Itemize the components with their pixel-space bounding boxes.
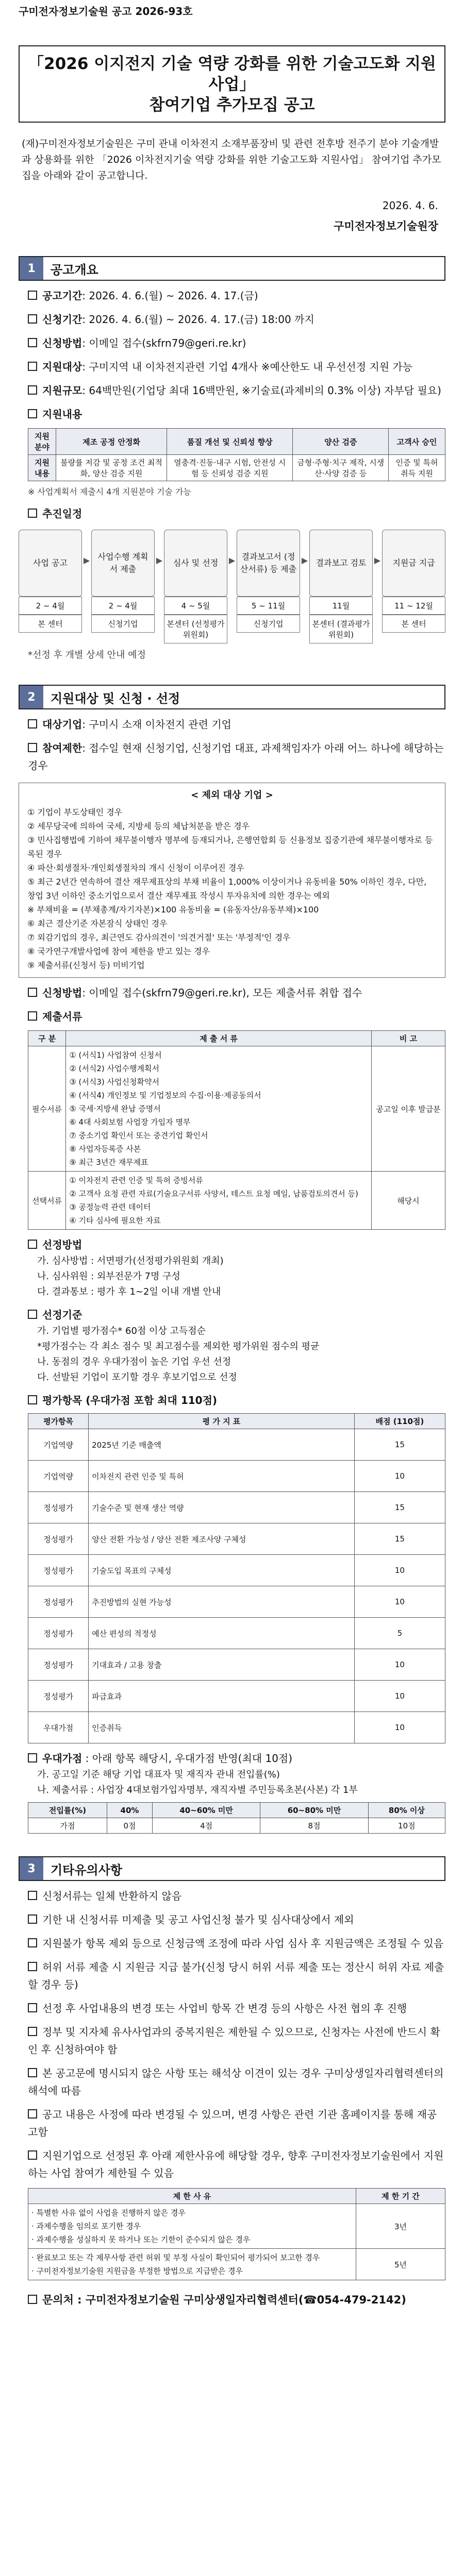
item-value: : 이메일 접수(skfrn79@geri.re.kr), 모든 제출서류 취합 접수 xyxy=(82,987,362,999)
table-cell: 정성평가 xyxy=(28,1649,89,1681)
table-header: 배점 (110점) xyxy=(354,1414,445,1429)
item-value: : 접수일 현재 신청기업, 신청기업 대표, 과제책임자가 아래 어느 하나에 해당하는 경우 xyxy=(28,742,444,772)
table-cell: 정성평가 xyxy=(28,1492,89,1523)
standard-line: 다. 선발된 기업이 포기할 경우 후보기업으로 선정 xyxy=(37,1372,237,1383)
section-header-overview xyxy=(19,256,445,281)
item-label: 지원내용 xyxy=(42,408,82,420)
checkbox-icon xyxy=(28,314,37,324)
item-label: 신청방법 xyxy=(42,337,82,349)
checkbox-icon xyxy=(28,1395,37,1404)
criteria-line: ① 기업이 부도상태인 경우 xyxy=(27,807,123,817)
table-header: 평 가 지 표 xyxy=(89,1414,355,1429)
limit-table-wrap xyxy=(19,2188,445,2280)
doc-note: 해당시 xyxy=(371,1172,445,1230)
table-cell: 정성평가 xyxy=(28,1523,89,1555)
table-row xyxy=(28,1586,445,1618)
application-item xyxy=(19,1008,445,1025)
section-title: 공고개요 xyxy=(51,262,98,277)
flow-step xyxy=(237,530,300,643)
table-row xyxy=(28,1492,445,1523)
table-cell: 기술도입 목표의 구체성 xyxy=(89,1555,355,1586)
table-cell: 15 xyxy=(354,1429,445,1461)
item-label: 공고기간 xyxy=(42,290,82,302)
checkbox-icon xyxy=(28,362,37,371)
title-line-2: 참여기업 추가모집 공고 xyxy=(149,96,315,114)
docs-table xyxy=(28,1030,445,1230)
bonus-table-wrap xyxy=(19,1802,445,1834)
table-row xyxy=(28,2204,445,2249)
flow-step xyxy=(91,530,155,643)
bonus-note: 나. 제출서류 : 사업장 4대보험가입자명부, 재직자별 주민등록초본(사본) 각 1부 xyxy=(37,1785,358,1795)
item-label: 대상기업 xyxy=(42,718,82,731)
selection-method-item: 선정방법 xyxy=(19,1236,445,1253)
notice-number: 구미전자정보기술원 공고 2026-93호 xyxy=(19,5,193,18)
table-cell: 10 xyxy=(354,1461,445,1492)
overview-item xyxy=(19,287,445,304)
eval-table-wrap xyxy=(19,1413,445,1743)
doc-list: ① (서식1) 사업참여 신청서 ② (서식2) 사업수행계획서 ③ (서식3) 사업신청확약서 ④ (서식4) 개인정보 및 기업정보의 수집·이용·제공동의서 ⑤ 국세·지방세 완납 증명서 ⑥ 4대 사회보험 사업장 가입자 명부 ⑦ 중소기업 확인서 또는 중견기업 확인서 ⑧ 사업자등록증 사본 ⑨ 최근 3년간 재무제표 xyxy=(66,1046,372,1172)
table-row xyxy=(28,2249,445,2280)
selection-list xyxy=(19,1253,445,1300)
checkbox-icon xyxy=(28,1240,37,1249)
item-label: 지원규모 xyxy=(42,384,82,397)
exclusion-criteria-title: < 제외 대상 기업 > xyxy=(191,790,273,801)
flow-step-date: 11 ~ 12월 xyxy=(382,597,445,615)
table-header: 양산 검증 xyxy=(293,429,388,455)
table-cell: 5 xyxy=(354,1618,445,1649)
item-value: : 구미지역 내 이차전지관련 기업 4개사 ※예산한도 내 우선선정 지원 가능 xyxy=(82,361,413,373)
intro-text: (재)구미전자정보기술원은 구미 관내 이차전지 소재부품장비 및 관련 전후방 전주기 분야 기술개발과 상용화를 위한 「2026 이차전지기술 역량 강화를 위한 기술고도화 지원사업」 참여기업 추가모집을 아래와 같이 공고합니다. xyxy=(22,138,441,181)
note-text: 신청서류는 일체 반환하지 않음 xyxy=(42,1890,182,1902)
checkbox-icon xyxy=(28,1938,37,1947)
overview-item xyxy=(19,382,445,399)
item-label: 제출서류 xyxy=(42,1010,82,1023)
table-header: 평가항목 xyxy=(28,1414,89,1429)
table-row xyxy=(28,1046,445,1172)
bonus-notes xyxy=(19,1767,445,1798)
note-text: 정부 및 지자체 유사사업과의 중복지원은 제한될 수 있으므로, 신청자는 사전에 반드시 확인 후 신청하여야 함 xyxy=(28,2026,440,2056)
overview-item xyxy=(19,334,445,352)
checkbox-icon xyxy=(28,2003,37,2012)
checkbox-icon xyxy=(28,409,37,418)
table-cell: 파급효과 xyxy=(89,1681,355,1712)
table-cell: 가점 xyxy=(28,1818,107,1834)
table-row xyxy=(28,1555,445,1586)
table-header: 제 한 사 유 xyxy=(28,2189,356,2204)
arrow-icon: ▶ xyxy=(228,555,236,565)
overview-item xyxy=(19,311,445,328)
table-row xyxy=(28,455,445,481)
docs-table-wrap xyxy=(19,1030,445,1230)
table-cell: 기술수준 및 현재 생산 역량 xyxy=(89,1492,355,1523)
table-cell: 10 xyxy=(354,1681,445,1712)
arrow-icon: ▶ xyxy=(156,555,163,565)
schedule-flow xyxy=(19,530,445,643)
flow-step-date: 5 ~ 11월 xyxy=(237,597,300,615)
exclusion-criteria-box xyxy=(19,783,445,978)
exclusion-criteria-list xyxy=(27,805,437,972)
checkbox-icon xyxy=(28,1891,37,1900)
table-cell: 이차전지 관련 인증 및 특허 xyxy=(89,1461,355,1492)
bonus-note: 가. 공고일 기준 해당 기업 대표자 및 재직자 관내 전입률(%) xyxy=(37,1769,280,1780)
selection-line: 나. 심사위원 : 외부전문가 7명 구성 xyxy=(37,1271,180,1282)
table-header: 40% xyxy=(107,1803,153,1818)
doc-kind: 선택서류 xyxy=(28,1172,66,1230)
application-items xyxy=(19,984,445,1025)
notes-list xyxy=(19,1887,445,2182)
checkbox-icon xyxy=(28,1753,37,1762)
table-cell: 10점 xyxy=(368,1818,445,1834)
flow-step-date: 2 ~ 4월 xyxy=(19,597,82,615)
flow-note: *선정 후 개별 상세 안내 예정 xyxy=(28,650,146,660)
item-label: 신청기간 xyxy=(42,313,82,326)
doc-list: ① 이차전지 관련 인증 및 특허 증빙서류 ② 고객사 요청 관련 자료(기술요구서류 사양서, 테스트 요청 메일, 납품검토의견서 등) ③ 공정능력 관련 데이터 ④ 기타 심사에 필요한 자료 xyxy=(66,1172,372,1230)
support-table-wrap xyxy=(19,428,445,481)
table-cell: 4점 xyxy=(152,1818,260,1834)
table-cell: 10 xyxy=(354,1555,445,1586)
table-header: 제 한 기 간 xyxy=(356,2189,445,2204)
table-cell: 정성평가 xyxy=(28,1681,89,1712)
flow-step xyxy=(164,530,227,643)
arrow-icon: ▶ xyxy=(301,555,308,565)
doc-note: 공고일 이후 발급분 xyxy=(371,1046,445,1172)
flow-step xyxy=(19,530,82,643)
table-cell: 10 xyxy=(354,1649,445,1681)
table-cell: 인증 및 특허 취득 지원 xyxy=(388,455,445,481)
table-header: 40~60% 미만 xyxy=(152,1803,260,1818)
table-cell: 추진방법의 실현 가능성 xyxy=(89,1586,355,1618)
flow-step-owner: 본 센터 xyxy=(19,615,82,633)
table-row xyxy=(28,1649,445,1681)
flow-step-owner: 본센터 (결과평가 위원회) xyxy=(309,615,373,643)
flow-step-date: 4 ~ 5월 xyxy=(164,597,227,615)
checkbox-icon xyxy=(28,509,37,518)
table-row xyxy=(28,1461,445,1492)
support-table xyxy=(28,428,445,481)
item-value: : 64백만원(기업당 최대 16백만원, ※기술료(과제비의 0.3% 이상) 자부담 필요) xyxy=(82,384,441,397)
limit-period: 5년 xyxy=(356,2249,445,2280)
standard-line: *평가점수는 각 최소 점수 및 최고점수를 제외한 평가위원 점수의 평균 xyxy=(37,1341,320,1352)
table-header: 전입률(%) xyxy=(28,1803,107,1818)
evaluation-item: 평가항목 (우대가점 포함 최대 110점) xyxy=(19,1392,445,1409)
table-cell: 지원내용 xyxy=(28,455,56,481)
support-note: ※ 사업계획서 제출시 4개 지원분야 기술 가능 xyxy=(28,487,191,497)
org-name: 구미전자정보기술원장 xyxy=(334,220,438,232)
flow-step-name: 사업수행 계획서 제출 xyxy=(91,530,155,597)
table-cell: 10 xyxy=(354,1712,445,1743)
flow-step-name: 결과보고서 (정산서류) 등 제출 xyxy=(237,530,300,597)
item-label: 참여제한 xyxy=(42,742,82,754)
note-text: 본 공고문에 명시되지 않은 사항 또는 해석상 이견이 있는 경우 구미상생일자리협력센터의 해석에 따름 xyxy=(28,2067,444,2097)
checkbox-icon xyxy=(28,338,37,347)
schedule-item: 추진일정 xyxy=(19,505,445,522)
checkbox-icon xyxy=(28,719,37,728)
standard-line: 나. 동점의 경우 우대가점이 높은 기업 우선 선정 xyxy=(37,1357,231,1367)
checkbox-icon xyxy=(28,988,37,997)
table-row xyxy=(28,1523,445,1555)
table-cell: 8점 xyxy=(260,1818,368,1834)
section-title: 지원대상 및 신청 · 선정 xyxy=(51,691,180,706)
item-value: : 이메일 접수(skfrn79@geri.re.kr) xyxy=(82,337,246,349)
table-cell: 인증취득 xyxy=(89,1712,355,1743)
criteria-line: ⑨ 제출서류(신청서 등) 미비기업 xyxy=(27,960,145,970)
table-cell: 10 xyxy=(354,1586,445,1618)
selection-standard-item: 선정기준 xyxy=(19,1306,445,1324)
item-label: 지원대상 xyxy=(42,361,82,373)
flow-step-date: 11월 xyxy=(309,597,373,615)
doc-kind: 필수서류 xyxy=(28,1046,66,1172)
note-text: 허위 서류 제출 시 지원금 지급 불가(신청 당시 허위 서류 제출 또는 정산시 허위 자료 제출할 경우 등) xyxy=(28,1961,444,1991)
section-number: 3 xyxy=(20,1857,43,1880)
table-cell: 금형·주형·치구 제작, 시생산·사양 검증 등 xyxy=(293,455,388,481)
eligibility-items xyxy=(19,716,445,774)
checkbox-icon xyxy=(28,2027,37,2036)
item-value: : 구미시 소재 이차전지 관련 기업 xyxy=(82,718,231,731)
application-item xyxy=(19,984,445,1002)
note-item xyxy=(19,1958,445,1993)
flow-step xyxy=(309,530,373,643)
criteria-line: ⑧ 국가연구개발사업에 참여 제한을 받고 있는 경우 xyxy=(27,946,210,956)
item-label: 신청방법 xyxy=(42,987,82,999)
table-header: 제 출 서 류 xyxy=(66,1031,372,1046)
table-cell: 불량률 저감 및 공정 조건 최적화, 양산 검증 지원 xyxy=(56,455,167,481)
table-cell: 0점 xyxy=(107,1818,153,1834)
criteria-line: ② 세무당국에 의하여 국세, 지방세 등의 체납처분을 받은 경우 xyxy=(27,821,250,831)
table-cell: 15 xyxy=(354,1523,445,1555)
checkbox-icon xyxy=(28,1310,37,1319)
note-text: 공고 내용은 사정에 따라 변경될 수 있으며, 변경 사항은 관련 기관 홈페이지를 통해 재공고함 xyxy=(28,2108,437,2138)
note-item xyxy=(19,1887,445,1905)
title-box xyxy=(19,45,445,123)
table-cell: 기대효과 / 고용 창출 xyxy=(89,1649,355,1681)
criteria-line: ⑤ 최근 2년간 연속하여 결산 재무제표상의 부채 비율이 1,000% 이상이거나 유동비율 50% 이하인 경우, 다만, 창업 3년 이하인 중소기업으로서 결산 재무제표 작성시 투자유치에 의한 경우는 예외 xyxy=(27,877,427,901)
checkbox-icon xyxy=(28,1914,37,1924)
flow-step-date: 2 ~ 4월 xyxy=(91,597,155,615)
limit-period: 3년 xyxy=(356,2204,445,2249)
arrow-icon: ▶ xyxy=(83,555,90,565)
selection-line: 다. 결과통보 : 평가 후 1~2일 이내 개별 안내 xyxy=(37,1286,221,1297)
table-cell: 양산 전환 가능성 / 양산 전환 제조사양 구체성 xyxy=(89,1523,355,1555)
table-header: 제조 공정 안정화 xyxy=(56,429,167,455)
note-item xyxy=(19,2064,445,2099)
table-row xyxy=(28,1618,445,1649)
flow-step xyxy=(382,530,445,643)
criteria-line: ⑦ 외감기업의 경우, 최근연도 감사의견이 '의견거절' 또는 '부정적'인 경우 xyxy=(27,933,291,942)
section-number: 2 xyxy=(20,686,43,708)
criteria-line: ⑥ 최근 결산기준 자본잠식 상태인 경우 xyxy=(27,919,168,928)
table-cell: 정성평가 xyxy=(28,1586,89,1618)
criteria-line: ③ 민사집행법에 기하여 채무불이행자 명부에 등재되거나, 은행연합회 등 신용정보 집중기관에 채무불이행자로 등록된 경우 xyxy=(27,835,433,859)
table-header: 구 분 xyxy=(28,1031,66,1046)
table-cell: 정성평가 xyxy=(28,1555,89,1586)
section-header-eligibility xyxy=(19,685,445,709)
section-number: 1 xyxy=(20,257,43,280)
note-item xyxy=(19,2023,445,2058)
checkbox-icon xyxy=(28,2068,37,2077)
flow-step-owner: 본센터 (선정평가 위원회) xyxy=(164,615,227,643)
table-row xyxy=(28,1172,445,1230)
checkbox-icon xyxy=(28,1962,37,1971)
table-cell: 우대가점 xyxy=(28,1712,89,1743)
checkbox-icon xyxy=(28,1011,37,1021)
table-row xyxy=(28,1681,445,1712)
flow-step-name: 심사 및 선정 xyxy=(164,530,227,597)
table-row xyxy=(28,1712,445,1743)
table-cell: 2025년 기준 매출액 xyxy=(89,1429,355,1461)
table-header: 고객사 승인 xyxy=(388,429,445,455)
checkbox-icon xyxy=(28,2295,37,2304)
flow-step-name: 사업 공고 xyxy=(19,530,82,597)
overview-item xyxy=(19,358,445,376)
standard-line: 가. 기업별 평가점수* 60점 이상 고득점순 xyxy=(37,1326,206,1336)
table-header: 80% 이상 xyxy=(368,1803,445,1818)
bonus-table xyxy=(28,1802,445,1834)
contact-line: 문의처 : 구미전자정보기술원 구미상생일자리협력센터(☎054-479-2142) xyxy=(19,2292,445,2307)
section-title: 기타유의사항 xyxy=(51,1862,123,1877)
limit-reason: · 완료보고 또는 각 제무사항 관련 허위 및 부정 사실이 확인되어 평가되어 보고한 경우 · 구미전자정보기술원 지원금을 부정한 방법으로 지급받은 경우 xyxy=(28,2249,356,2280)
flow-step-owner: 신청기업 xyxy=(91,615,155,633)
note-text: 지원기업으로 선정된 후 아래 제한사유에 해당할 경우, 향후 구미전자정보기술원에서 지원하는 사업 참여가 제한될 수 있음 xyxy=(28,2149,444,2179)
table-header: 60~80% 미만 xyxy=(260,1803,368,1818)
table-cell: 기업역량 xyxy=(28,1429,89,1461)
eligibility-item xyxy=(19,716,445,733)
standard-list xyxy=(19,1324,445,1385)
title-line-1: 「2026 이지전지 기술 역량 강화를 위한 기술고도화 지원사업」 xyxy=(28,55,436,94)
note-item xyxy=(19,2106,445,2141)
eval-table xyxy=(28,1413,445,1743)
arrow-icon: ▶ xyxy=(374,555,381,565)
item-value: : 2026. 4. 6.(월) ~ 2026. 4. 17.(금) 18:00 까지 xyxy=(82,313,314,326)
checkbox-icon xyxy=(28,743,37,752)
table-row xyxy=(28,1429,445,1461)
checkbox-icon xyxy=(28,2150,37,2160)
note-item xyxy=(19,1935,445,1952)
note-item xyxy=(19,1911,445,1928)
note-item xyxy=(19,1999,445,2017)
eligibility-item xyxy=(19,739,445,774)
overview-items xyxy=(19,287,445,423)
section-header-notes xyxy=(19,1856,445,1881)
flow-step-name: 지원금 지급 xyxy=(382,530,445,597)
overview-item xyxy=(19,405,445,423)
flow-step-name: 결과보고 검토 xyxy=(309,530,373,597)
table-cell: 열충격·진동·내구 시험, 안전성 시험 등 신뢰성 검증 지원 xyxy=(167,455,293,481)
table-header: 품질 개선 및 신뢰성 향상 xyxy=(167,429,293,455)
notice-date: 2026. 4. 6. xyxy=(382,199,438,212)
limit-reason: · 특별한 사유 없이 사업을 진행하지 않은 경우 · 과제수행을 임의로 포기한 경우 · 과제수행을 성실하지 못 하거나 또는 기한이 준수되지 않은 경우 xyxy=(28,2204,356,2249)
note-text: 기한 내 신청서류 미제출 및 공고 사업신청 불가 및 심사대상에서 제외 xyxy=(42,1913,354,1926)
table-cell: 기업역량 xyxy=(28,1461,89,1492)
flow-step-owner: 신청기업 xyxy=(237,615,300,633)
selection-line: 가. 심사방법 : 서면평가(선정평가위원회 개최) xyxy=(37,1256,224,1266)
table-cell: 정성평가 xyxy=(28,1618,89,1649)
item-value: : 2026. 4. 6.(월) ~ 2026. 4. 17.(금) xyxy=(82,290,258,302)
checkbox-icon xyxy=(28,291,37,300)
table-header: 지원분야 xyxy=(28,429,56,455)
bonus-item: 우대가점 : 아래 항목 해당시, 우대가점 반영(최대 10점) xyxy=(19,1750,445,1767)
table-cell: 예산 편성의 적정성 xyxy=(89,1618,355,1649)
criteria-line: ※ 부채비율 = (부채총계/자기자본)×100 유동비율 = (유동자산/유동부채)×100 xyxy=(27,905,319,914)
note-text: 지원불가 항목 제외 등으로 신청금액 조정에 따라 사업 심사 후 지원금액은 조정될 수 있음 xyxy=(42,1937,444,1950)
note-text: 선정 후 사업내용의 변경 또는 사업비 항목 간 변경 등의 사항은 사전 협의 후 진행 xyxy=(42,2002,407,2014)
limit-table xyxy=(28,2188,445,2280)
table-cell: 15 xyxy=(354,1492,445,1523)
table-header: 비 고 xyxy=(371,1031,445,1046)
checkbox-icon xyxy=(28,2109,37,2119)
checkbox-icon xyxy=(28,385,37,395)
criteria-line: ④ 파산·회생절차·개인회생절차의 개시 신청이 이루어진 경우 xyxy=(27,863,244,873)
note-item xyxy=(19,2147,445,2182)
flow-step-owner: 본 센터 xyxy=(382,615,445,633)
